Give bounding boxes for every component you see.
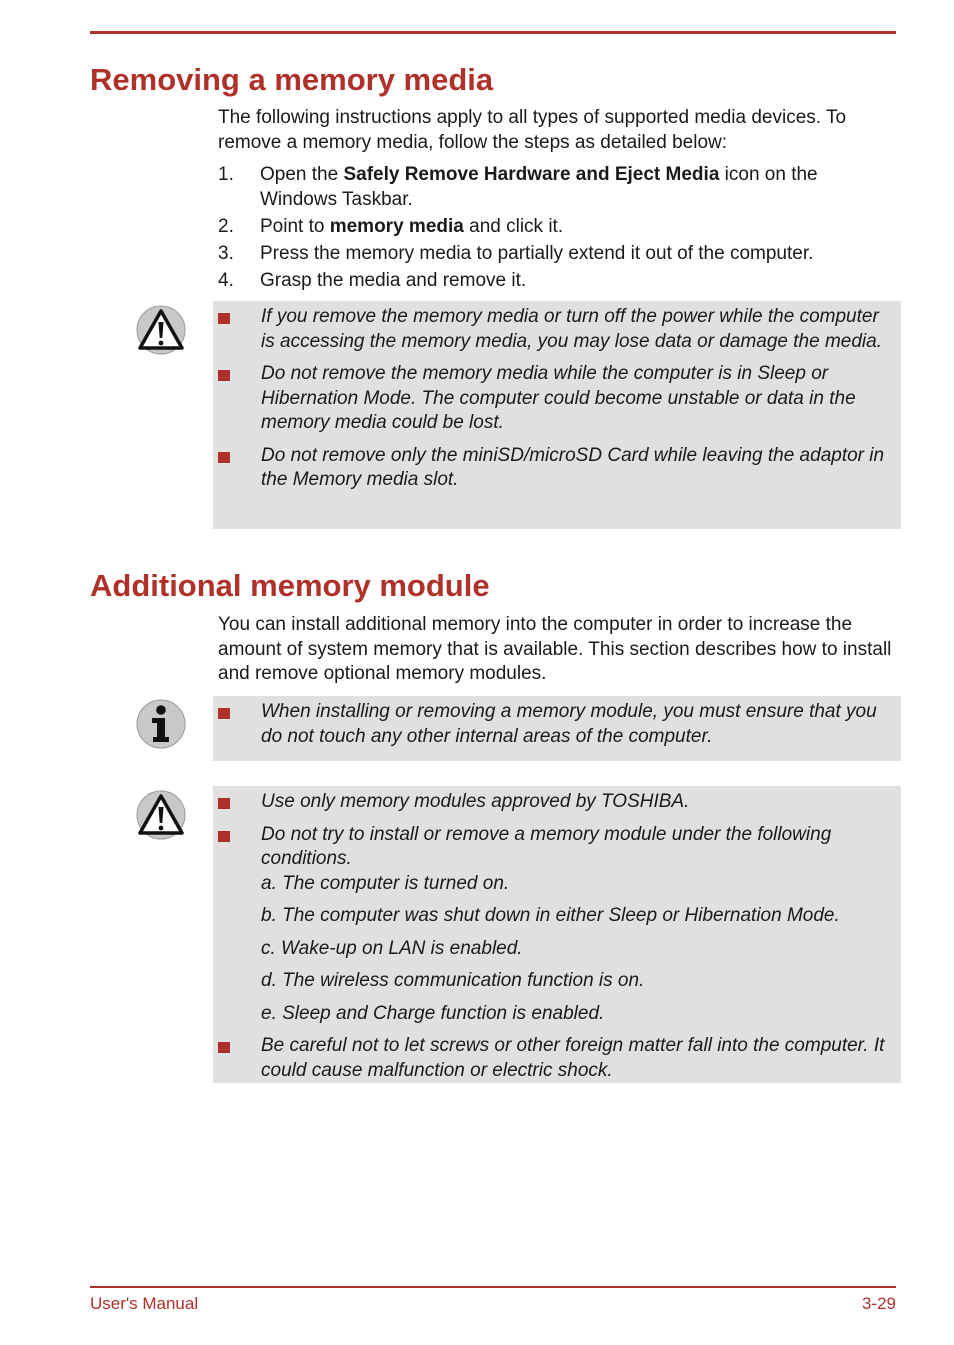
- condition-item: a. The computer is turned on.: [261, 872, 510, 894]
- condition-item: c. Wake-up on LAN is enabled.: [261, 937, 523, 959]
- list-item: Do not try to install or remove a memory module under the following conditions.: [261, 823, 885, 872]
- header-rule: [90, 31, 896, 34]
- condition-item: d. The wireless communication function is on.: [261, 970, 645, 991]
- footer-title: User's Manual: [90, 1294, 199, 1313]
- section-heading-additional-memory-module: Additional memory module: [90, 568, 490, 603]
- steps-list: [218, 163, 898, 296]
- warning-triangle-icon: [136, 790, 186, 840]
- list-item: Use only memory modules approved by TOSHIBA.: [261, 790, 885, 815]
- list-item: 3. Press the memory media to partially extend it out of the computer.: [218, 242, 814, 264]
- warning-note: [213, 786, 901, 1083]
- list-item: 4. Grasp the media and remove it.: [218, 269, 527, 291]
- list-item: 1. Open the Safely Remove Hardware and Eject Media icon on the Windows Taskbar.: [218, 164, 818, 210]
- list-item: 2. Point to memory media and click it.: [218, 215, 564, 237]
- section-intro: The following instructions apply to all types of supported media devices. To remove a memory media, follow the steps as detailed below:: [218, 107, 847, 153]
- bullet: [218, 831, 230, 842]
- list-item: If you remove the memory media or turn off the power while the computer is accessing the memory media, you may lose data or damage the media.: [261, 305, 885, 354]
- bullet: [218, 1042, 230, 1053]
- info-icon: [136, 699, 186, 749]
- section-intro: You can install additional memory into the computer in order to increase the amount of system memory that is available. This section describes how to install and remove optional memory modules.: [218, 614, 892, 684]
- page-number: 3-29: [861, 1294, 896, 1313]
- bullet: [218, 370, 230, 381]
- list-item: Do not remove the memory media while the computer is in Sleep or Hibernation Mode. The computer could become unstable or data in the memory media could be lost.: [261, 362, 885, 436]
- condition-item: b. The computer was shut down in either Sleep or Hibernation Mode.: [261, 905, 840, 926]
- section-heading-removing-memory-media: Removing a memory media: [90, 62, 494, 97]
- bullet: [218, 708, 230, 719]
- list-item: When installing or removing a memory module, you must ensure that you do not touch any other internal areas of the computer.: [261, 700, 885, 749]
- info-note: [213, 696, 901, 761]
- list-item: Be careful not to let screws or other foreign matter fall into the computer. It could cause malfunction or electric shock.: [261, 1034, 885, 1083]
- footer-rule: [90, 1286, 896, 1288]
- list-item: Do not remove only the miniSD/microSD Card while leaving the adaptor in the Memory media slot.: [261, 444, 885, 493]
- condition-item: e. Sleep and Charge function is enabled.: [261, 1002, 605, 1024]
- bullet: [218, 313, 230, 324]
- bullet: [218, 798, 230, 809]
- bullet: [218, 452, 230, 463]
- warning-note: [213, 301, 901, 529]
- warning-triangle-icon: [136, 305, 186, 355]
